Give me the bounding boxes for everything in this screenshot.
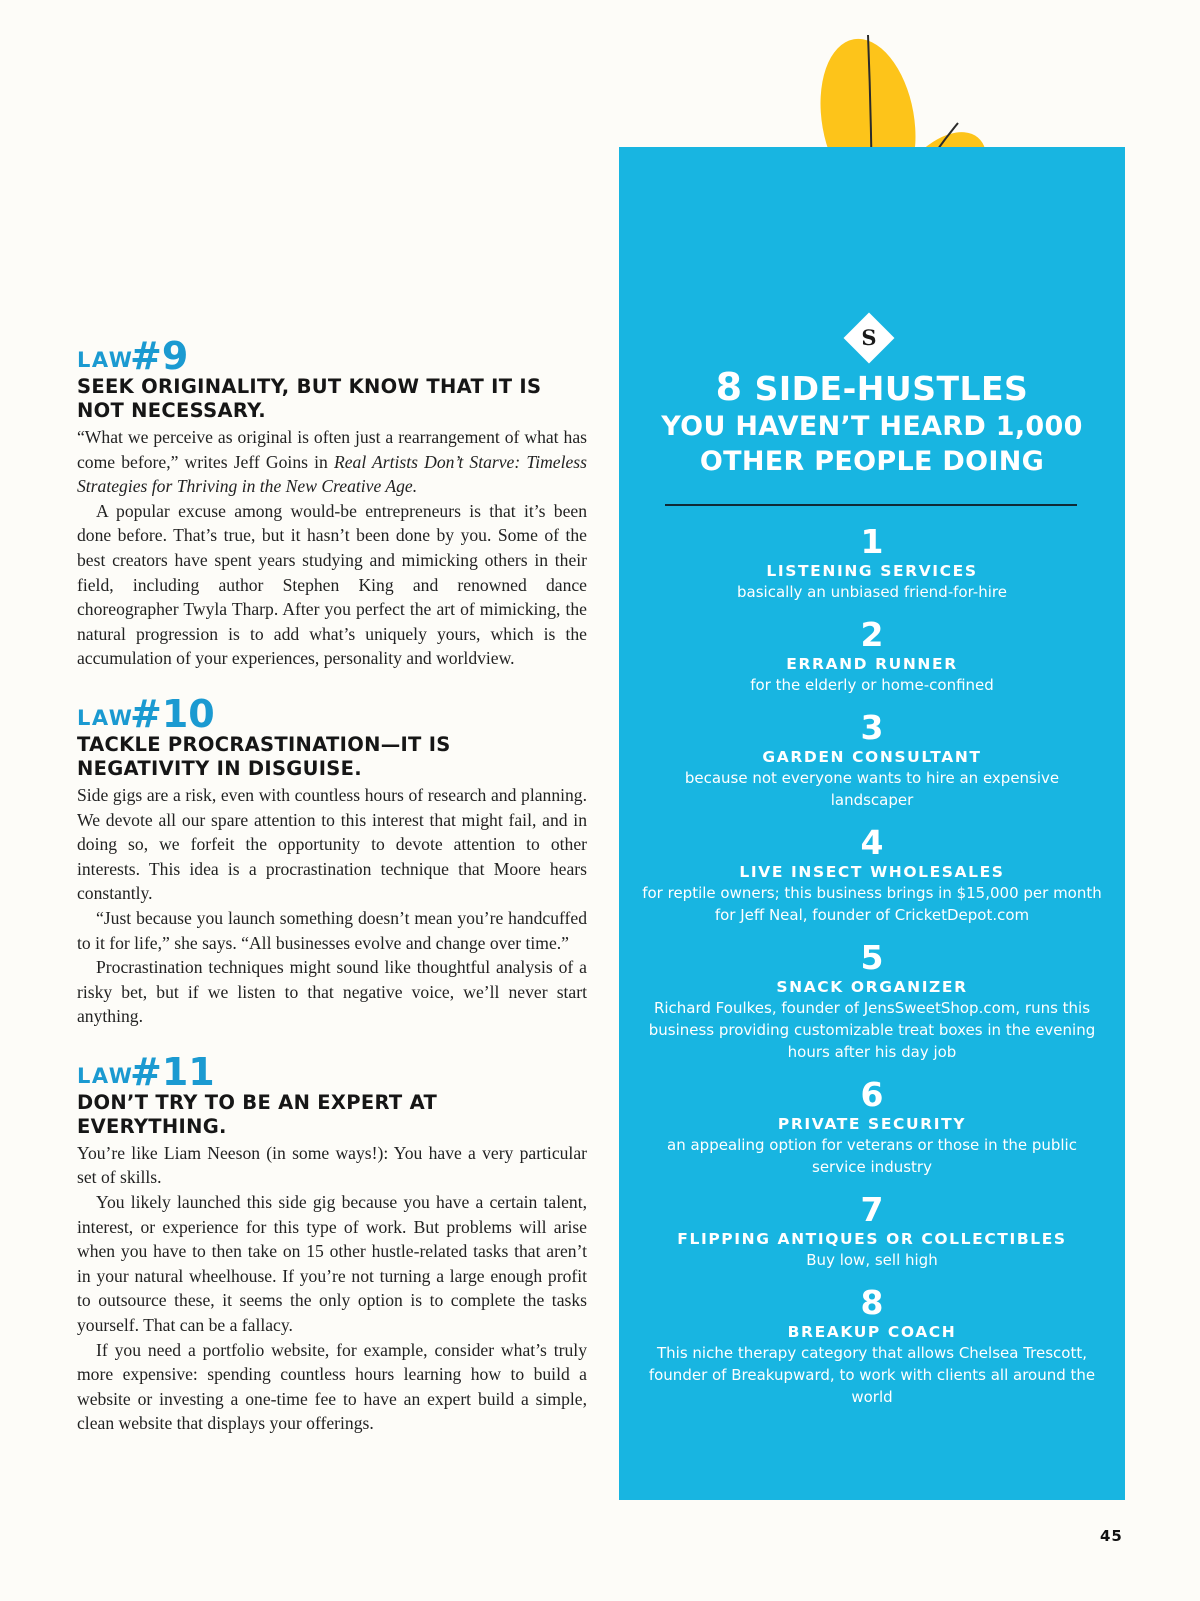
item-description: Buy low, sell high <box>806 1251 938 1269</box>
law-9-title: SEEK ORIGINALITY, BUT KNOW THAT IT IS NOT NECESSARY. <box>77 375 542 422</box>
item-number: 3 <box>860 708 884 747</box>
law-11-paragraph-1: You’re like Liam Neeson (in some ways!): You have a very particular set of skills. <box>77 1142 587 1188</box>
law-9-paragraph-1 <box>77 425 587 499</box>
law-9-paragraph-2: A popular excuse among would-be entrepreneurs is that it’s been done before. That’s true, but it hasn’t been done by you. Some of the best creators have spent years studying and mimicking others in their field, including author Stephen King and renowned dance choreographer Twyla Tharp. After you perfect the art of mimicking, the natural progression is to add what’s uniquely yours, which is the accumulation of your experiences, personality and worldview. <box>77 500 587 669</box>
item-title: GARDEN CONSULTANT <box>762 748 982 766</box>
article-column <box>77 335 587 1458</box>
law-11-heading <box>77 1049 587 1094</box>
list-item <box>639 1191 1105 1271</box>
item-description: because not everyone wants to hire an expensive landscaper <box>684 769 1060 809</box>
item-number: 1 <box>860 522 884 561</box>
item-number: 4 <box>860 823 884 862</box>
law-10-paragraph-3: Procrastination techniques might sound like thoughtful analysis of a risky bet, but if we listen to that negative voice, we’ll never start anything. <box>77 957 587 1027</box>
sidebar-subtitle-1: YOU HAVEN’T HEARD 1,000 <box>661 411 1083 442</box>
item-description: for reptile owners; this business brings in $15,000 per month for Jeff Neal, founder of CricketDepot.com <box>642 884 1102 924</box>
item-title: BREAKUP COACH <box>787 1323 957 1341</box>
title-number: 8 <box>715 365 743 409</box>
law-10-section <box>77 693 587 1029</box>
sidebar-title-line-1 <box>619 367 1125 409</box>
law-9-section <box>77 335 587 671</box>
item-title: PRIVATE SECURITY <box>777 1115 967 1133</box>
title-text: SIDE-HUSTLES <box>754 369 1029 408</box>
law-number: #10 <box>130 691 215 736</box>
item-number: 5 <box>860 938 884 977</box>
item-title: LISTENING SERVICES <box>766 562 978 580</box>
paragraph-text: “What we perceive as original is often just a rearrangement of what has come before,” writes Jeff Goins in <box>77 427 587 472</box>
page-number: 45 <box>1100 1527 1123 1545</box>
item-description: Richard Foulkes, founder of JensSweetShop.com, runs this business providing customizable treat boxes in the evening hours after his day job <box>648 999 1096 1061</box>
law-11-section <box>77 1051 587 1436</box>
law-label: LAW <box>77 348 134 372</box>
item-title: LIVE INSECT WHOLESALES <box>739 863 1005 881</box>
item-number: 2 <box>860 615 884 654</box>
item-number: 6 <box>860 1075 884 1114</box>
item-description: an appealing option for veterans or those in the public service industry <box>667 1136 1077 1176</box>
law-number: #9 <box>130 334 189 378</box>
item-title: ERRAND RUNNER <box>786 655 958 673</box>
sidebar-title <box>619 367 1125 479</box>
item-description: basically an unbiased friend-for-hire <box>737 583 1007 601</box>
item-description: for the elderly or home-confined <box>750 676 994 694</box>
item-number: 7 <box>860 1190 884 1229</box>
law-10-paragraph-2: “Just because you launch something doesn’t mean you’re handcuffed to it for life,” she says. “All businesses evolve and change over time.” <box>77 907 587 953</box>
list-item <box>639 1284 1105 1408</box>
side-hustle-list <box>639 523 1105 1408</box>
law-11-title: DON’T TRY TO BE AN EXPERT AT EVERYTHING. <box>77 1090 438 1138</box>
law-10-paragraph-1: Side gigs are a risk, even with countless hours of research and planning. We devote all our spare attention to this interest that might fail, and in doing so, we forfeit the opportunity to devote attention to other interests. This idea is a procrastination technique that Moore hears constantly. <box>77 784 587 904</box>
list-item <box>639 709 1105 811</box>
law-number: #11 <box>130 1049 215 1094</box>
law-9-heading <box>77 334 587 378</box>
list-item <box>639 824 1105 926</box>
badge-letter: S <box>861 325 877 350</box>
law-label: LAW <box>77 705 134 730</box>
law-11-paragraph-3: If you need a portfolio website, for example, consider what’s truly more expensive: spending countless hours learning how to build a website or investing a one-time fee to have an expert build a simple, clean website that displays your offerings. <box>77 1339 587 1434</box>
law-11-paragraph-2: You likely launched this side gig because you have a certain talent, interest, or experience for this type of work. But problems will arise when you have to then take on 15 other hustle-related tasks that aren’t in your natural wheelhouse. If you’re not turning a large enough profit to outsource these, it seems the only option is to complete the tasks yourself. That can be a fallacy. <box>77 1192 587 1336</box>
side-hustles-sidebar <box>619 147 1125 1500</box>
item-description: This niche therapy category that allows Chelsea Trescott, founder of Breakupward, to work with clients all around the world <box>648 1344 1096 1406</box>
law-label: LAW <box>77 1063 134 1088</box>
list-item <box>639 523 1105 603</box>
law-10-title: TACKLE PROCRASTINATION—IT IS NEGATIVITY IN DISGUISE. <box>77 732 451 780</box>
book-title: Real Artists Don’t Starve: Timeless Strategies for Thriving in the New Creative Age. <box>77 451 587 497</box>
item-title: SNACK ORGANIZER <box>776 978 968 996</box>
divider <box>665 504 1077 506</box>
item-title: FLIPPING ANTIQUES OR COLLECTIBLES <box>677 1230 1067 1248</box>
item-number: 8 <box>860 1283 884 1322</box>
list-item <box>639 616 1105 696</box>
list-item <box>639 939 1105 1063</box>
sidebar-subtitle-2: OTHER PEOPLE DOING <box>699 446 1045 477</box>
law-10-heading <box>77 691 587 736</box>
list-item <box>639 1076 1105 1178</box>
